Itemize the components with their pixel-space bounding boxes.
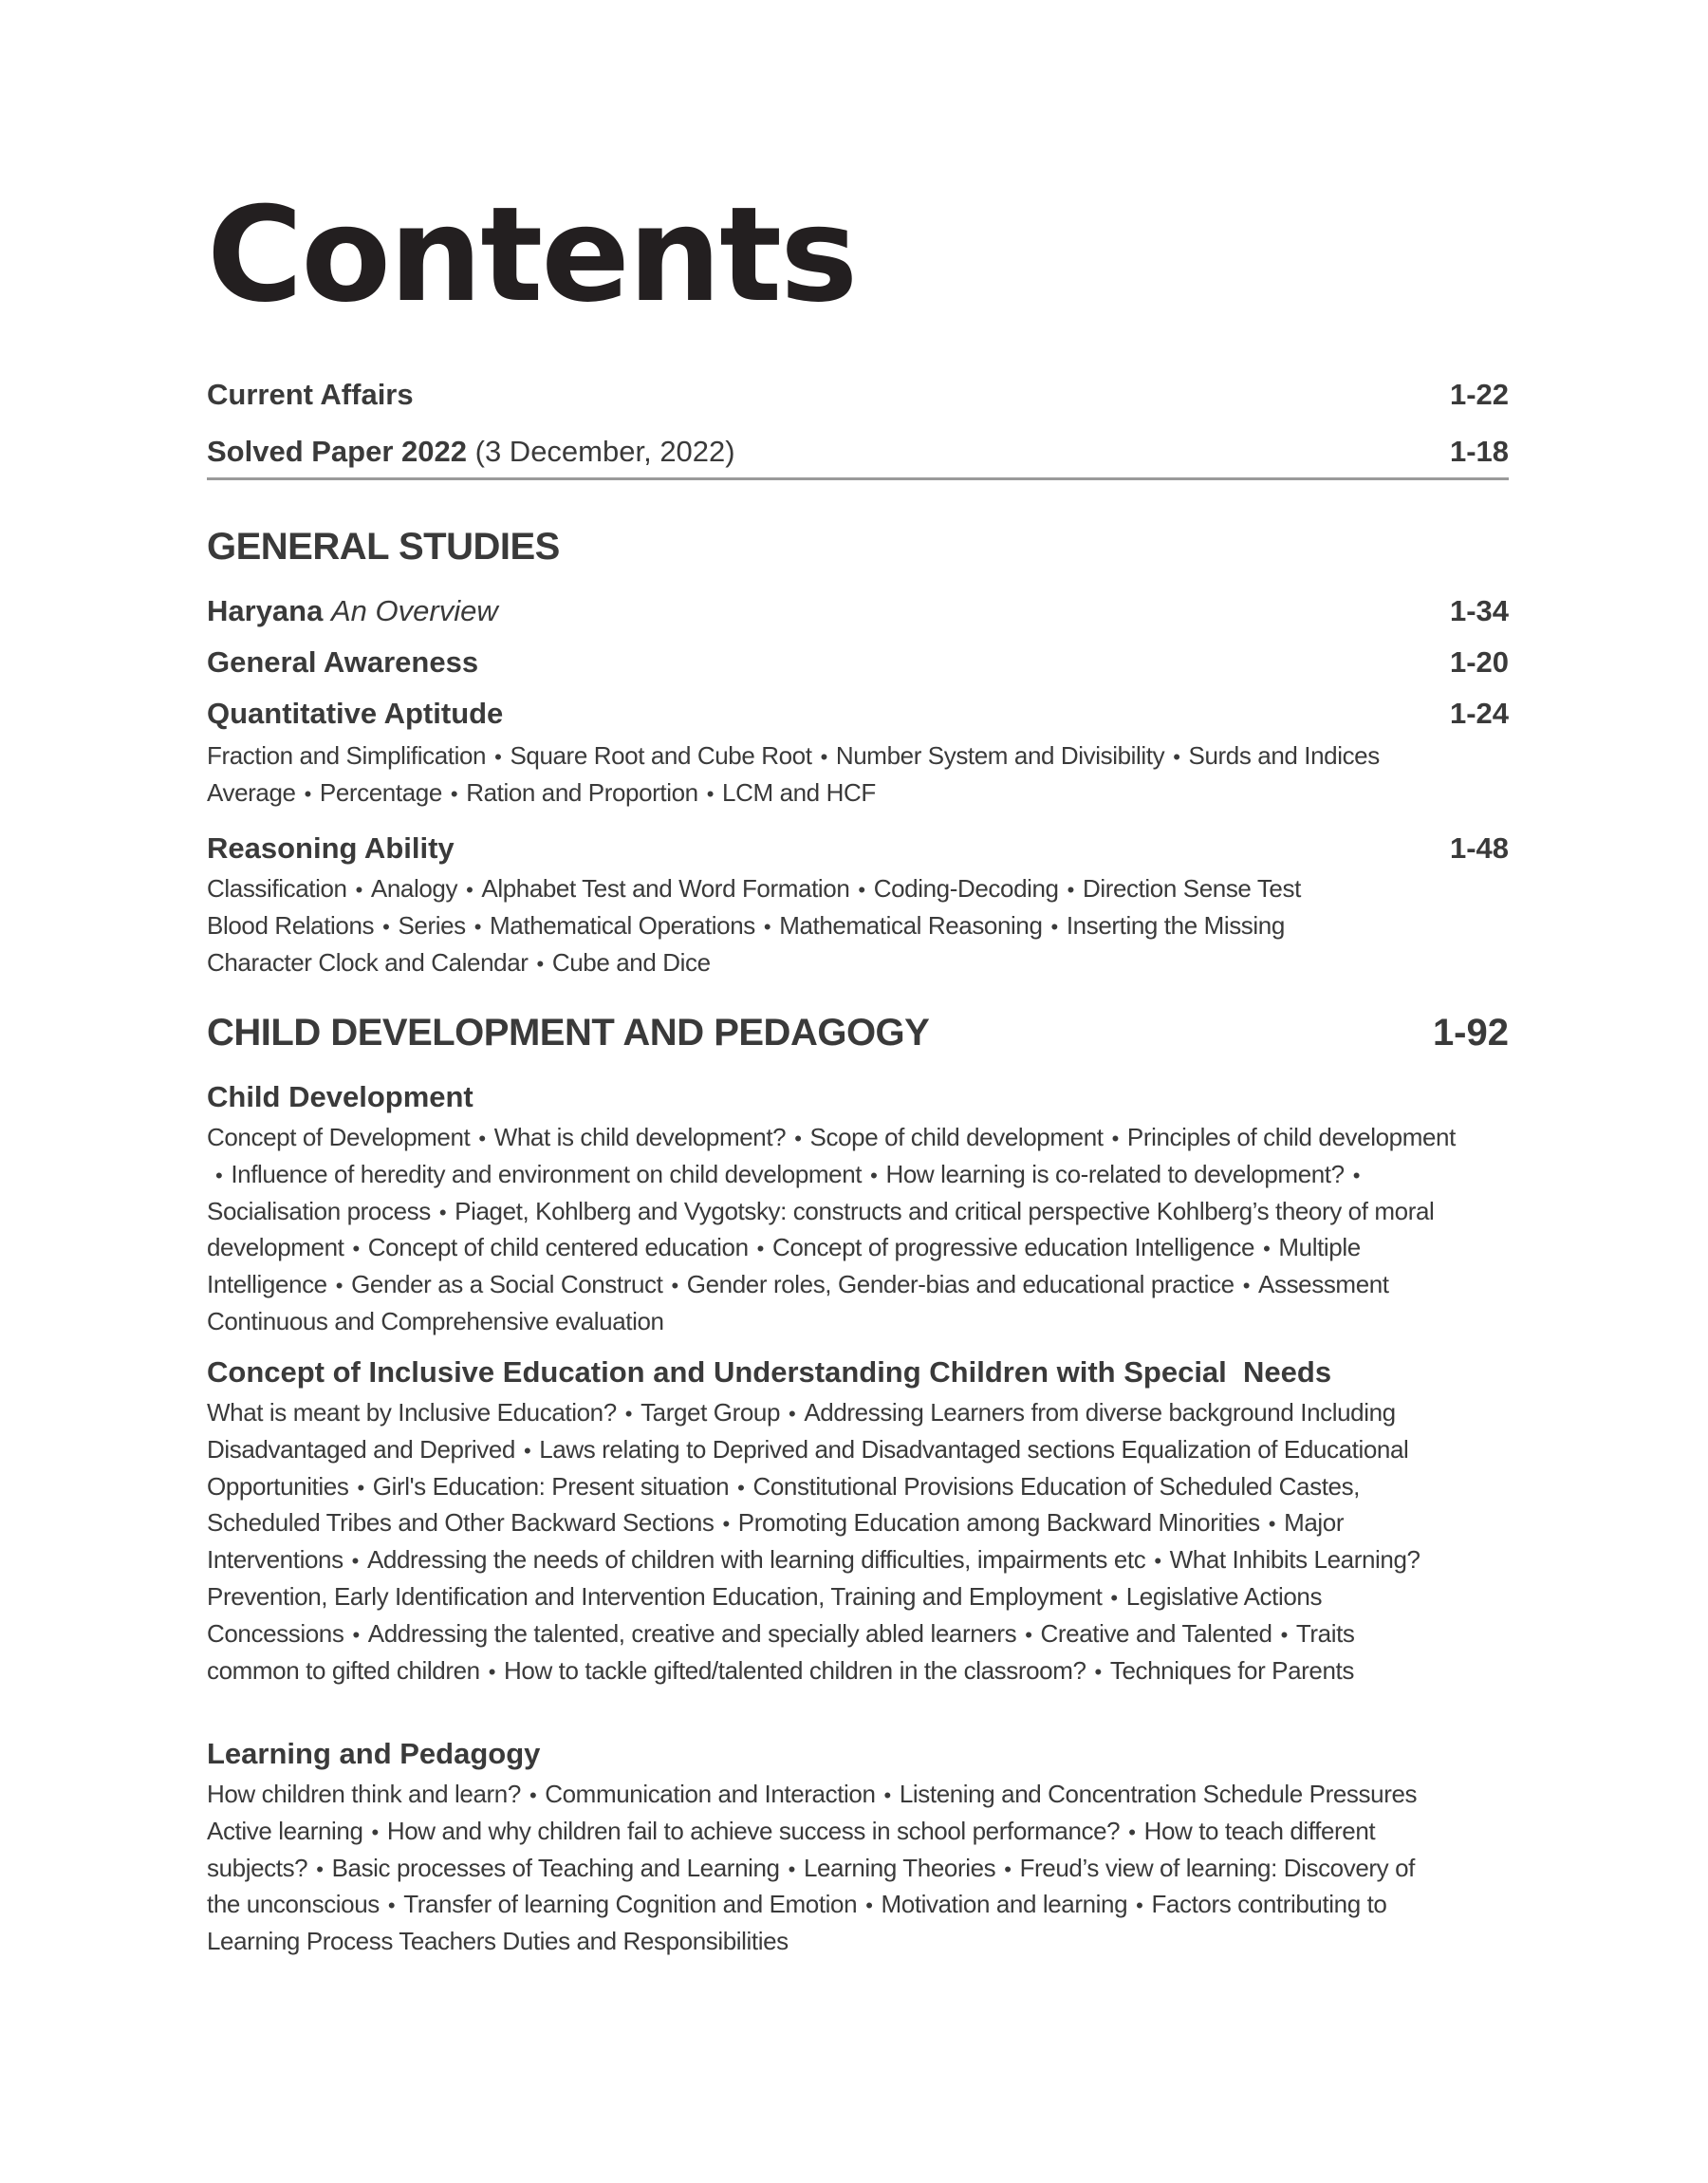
- entry-subtitle: An Overview: [330, 594, 498, 627]
- topic-item: Girl's Education: Present situation: [372, 1471, 730, 1501]
- topic-item: Piaget, Kohlberg and Vygotsky: constructs and critical perspective Kohlberg’s theory of moral development: [207, 1196, 1435, 1262]
- topic-item: Cube and Dice: [551, 947, 711, 977]
- topic-list: [207, 871, 1346, 981]
- bullet-separator: •: [355, 878, 362, 902]
- bullet-separator: •: [335, 1274, 343, 1298]
- topic-item: Ration and Proportion: [466, 777, 698, 807]
- page-range: 1-48: [1449, 831, 1509, 865]
- page-range: 1-34: [1449, 594, 1509, 627]
- bullet-separator: •: [789, 1402, 796, 1426]
- topic-item: Legislative Actions Concessions: [207, 1581, 1323, 1648]
- bullet-separator: •: [788, 1856, 795, 1881]
- bullet-separator: •: [820, 745, 827, 769]
- toc-entry-learning-pedagogy[interactable]: [207, 1737, 1509, 1771]
- bullet-separator: •: [371, 1819, 379, 1844]
- toc-entry-inclusive-education[interactable]: [207, 1355, 1509, 1390]
- topic-item: Motivation and learning: [881, 1890, 1128, 1919]
- page-title: Contents: [207, 178, 857, 331]
- entry-detail: (3 December, 2022): [474, 435, 735, 468]
- page-range: 1-20: [1449, 645, 1509, 679]
- bullet-separator: •: [1050, 914, 1058, 939]
- section-heading: CHILD DEVELOPMENT AND PEDAGOGY: [207, 1012, 930, 1054]
- bullet-separator: •: [494, 745, 502, 769]
- topic-item: Scope of child development: [809, 1123, 1104, 1151]
- bullet-separator: •: [1242, 1274, 1251, 1298]
- bullet-separator: •: [870, 1163, 878, 1187]
- topic-item: Transfer of learning Cognition and Emotion: [403, 1890, 858, 1919]
- bullet-separator: •: [706, 781, 715, 806]
- entry-title-main: Haryana: [207, 594, 324, 627]
- topic-item: Coding-Decoding: [873, 874, 1059, 903]
- bullet-separator: •: [1111, 1127, 1119, 1150]
- bullet-separator: •: [1094, 1659, 1102, 1684]
- topic-item: Concept of Development: [207, 1123, 471, 1151]
- toc-entry-reasoning-ability[interactable]: [207, 831, 1509, 866]
- bullet-separator: •: [756, 1237, 764, 1261]
- topic-item: Gender roles, Gender-bias and educational practice: [686, 1270, 1235, 1299]
- topic-item: Inserting the Missing Character Clock and Calendar: [207, 910, 1285, 977]
- entry-title: Current Affairs: [207, 378, 414, 411]
- topic-item: Creative and Talented: [1040, 1618, 1272, 1648]
- section-child-development-pedagogy[interactable]: [207, 1012, 1509, 1054]
- topic-item: LCM and HCF: [722, 777, 876, 807]
- topic-item: Major Interventions: [207, 1508, 1345, 1575]
- topic-item: Multiple Intelligence: [207, 1233, 1361, 1299]
- bullet-separator: •: [722, 1512, 730, 1537]
- topic-item: What is meant by Inclusive Education?: [207, 1398, 617, 1427]
- topic-item: Basic processes of Teaching and Learning: [331, 1853, 780, 1882]
- topic-item: Target Group: [640, 1398, 781, 1427]
- entry-title: Quantitative Aptitude: [207, 697, 504, 730]
- topic-item: Square Root and Cube Root: [510, 741, 812, 770]
- bullet-separator: •: [316, 1856, 324, 1881]
- topic-item: How to teach different subjects?: [207, 1816, 1376, 1882]
- topic-list: [207, 1777, 1440, 1959]
- bullet-separator: •: [351, 1549, 359, 1574]
- topic-item: Number System and Divisibility: [835, 741, 1165, 770]
- topic-item: Surds and Indices Average: [207, 741, 1380, 807]
- section-general-studies: [207, 526, 1509, 569]
- entry-title: [207, 435, 735, 469]
- bullet-separator: •: [478, 1127, 486, 1150]
- topic-item: Freud’s view of learning: Discovery of the unconscious: [207, 1853, 1415, 1919]
- topic-item: How and why children fail to achieve success in school performance?: [386, 1816, 1121, 1845]
- topic-item: What is child development?: [493, 1123, 787, 1151]
- toc-entry-haryana[interactable]: [207, 594, 1509, 628]
- bullet-separator: •: [671, 1274, 678, 1298]
- topic-item: Direction Sense Test Blood Relations: [207, 874, 1301, 940]
- bullet-separator: •: [352, 1622, 360, 1647]
- topic-list: [207, 738, 1383, 812]
- topic-item: Constitutional Provisions Education of Scheduled Castes, Scheduled Tribes and Other Backward Sections: [207, 1471, 1361, 1538]
- bullet-separator: •: [1268, 1512, 1276, 1537]
- bullet-separator: •: [1110, 1585, 1118, 1610]
- entry-title: [207, 594, 498, 628]
- topic-item: Assessment Continuous and Comprehensive evaluation: [207, 1270, 1389, 1335]
- topic-item: Classification: [207, 874, 347, 903]
- topic-item: Promoting Education among Backward Minorities: [737, 1508, 1260, 1538]
- bullet-separator: •: [1128, 1819, 1136, 1844]
- bullet-separator: •: [523, 1438, 531, 1463]
- toc-entry-quantitative-aptitude[interactable]: [207, 697, 1509, 731]
- entry-title: General Awareness: [207, 645, 479, 679]
- topic-item: Influence of heredity and environment on child development: [231, 1159, 863, 1188]
- bullet-separator: •: [883, 1783, 891, 1807]
- bullet-separator: •: [357, 1475, 364, 1500]
- bullet-separator: •: [382, 914, 390, 939]
- divider: [207, 477, 1509, 480]
- entry-title-main: Solved Paper 2022: [207, 435, 467, 468]
- toc-entry-current-affairs[interactable]: [207, 378, 1509, 412]
- toc-entry-general-awareness[interactable]: [207, 645, 1509, 680]
- bullet-separator: •: [438, 1200, 447, 1224]
- bullet-separator: •: [737, 1475, 745, 1500]
- topic-item: Listening and Concentration Schedule Pressures Active learning: [207, 1780, 1418, 1845]
- topic-item: How learning is co-related to development?: [885, 1159, 1345, 1188]
- topic-item: Laws relating to Deprived and Disadvantaged sections Equalization of Educational Opportunities: [207, 1434, 1409, 1501]
- topic-item: Gender as a Social Construct: [351, 1270, 663, 1299]
- topic-item: How to tackle gifted/talented children in the classroom?: [504, 1655, 1086, 1685]
- bullet-separator: •: [794, 1127, 802, 1150]
- bullet-separator: •: [215, 1163, 223, 1187]
- entry-title: Learning and Pedagogy: [207, 1737, 541, 1770]
- entry-title: Child Development: [207, 1080, 473, 1113]
- topic-item: Fraction and Simplification: [207, 741, 487, 770]
- topic-item: Mathematical Operations: [490, 910, 755, 940]
- topic-item: Communication and Interaction: [545, 1780, 876, 1808]
- bullet-separator: •: [536, 951, 544, 976]
- bullet-separator: •: [1004, 1856, 1012, 1881]
- bullet-separator: •: [473, 914, 482, 939]
- topic-list: [207, 1395, 1431, 1689]
- bullet-separator: •: [387, 1894, 396, 1918]
- topic-item: Addressing the needs of children with learning difficulties, impairments etc: [366, 1545, 1146, 1575]
- bullet-separator: •: [450, 781, 458, 806]
- topic-item: Series: [398, 910, 466, 940]
- topic-item: How children think and learn?: [207, 1780, 521, 1808]
- bullet-separator: •: [1280, 1622, 1288, 1647]
- page-range: 1-22: [1449, 378, 1509, 411]
- bullet-separator: •: [1263, 1237, 1271, 1261]
- topic-list: [207, 1120, 1478, 1339]
- topic-item: Principles of child development: [1126, 1123, 1456, 1151]
- topic-item: Percentage: [319, 777, 442, 807]
- topic-item: Addressing Learners from diverse background Including Disadvantaged and Deprived: [207, 1398, 1396, 1464]
- topic-item: Factors contributing to Learning Process Teachers Duties and Responsibilities: [207, 1890, 1387, 1956]
- bullet-separator: •: [1067, 878, 1074, 902]
- topic-item: What Inhibits Learning? Prevention, Early Identification and Intervention Education, Training and Employment: [207, 1545, 1420, 1611]
- toc-entry-solved-paper[interactable]: [207, 435, 1509, 469]
- bullet-separator: •: [858, 878, 865, 902]
- bullet-separator: •: [763, 914, 771, 939]
- page-range: 1-18: [1449, 435, 1509, 468]
- entry-title: Concept of Inclusive Education and Understanding Children with Special Needs: [207, 1355, 1332, 1389]
- bullet-separator: •: [624, 1402, 633, 1426]
- bullet-separator: •: [466, 878, 473, 902]
- bullet-separator: •: [488, 1659, 496, 1684]
- toc-entry-child-development[interactable]: [207, 1080, 1509, 1114]
- topic-item: Alphabet Test and Word Formation: [481, 874, 850, 903]
- section-heading: GENERAL STUDIES: [207, 526, 560, 568]
- topic-item: Mathematical Reasoning: [779, 910, 1043, 940]
- bullet-separator: •: [1352, 1163, 1361, 1187]
- bullet-separator: •: [529, 1783, 537, 1807]
- bullet-separator: •: [304, 781, 311, 806]
- bullet-separator: •: [865, 1894, 873, 1918]
- entry-title: Reasoning Ability: [207, 831, 455, 865]
- topic-item: Addressing the talented, creative and specially abled learners: [367, 1618, 1017, 1648]
- topic-item: Learning Theories: [803, 1853, 996, 1882]
- topic-item: Analogy: [370, 874, 458, 903]
- topic-item: Traits common to gifted children: [207, 1618, 1355, 1685]
- topic-item: Concept of child centered education: [367, 1233, 749, 1262]
- bullet-separator: •: [1136, 1894, 1143, 1918]
- bullet-separator: •: [352, 1237, 360, 1261]
- topic-item: Techniques for Parents: [1109, 1655, 1354, 1685]
- page-range: 1-92: [1432, 1012, 1509, 1054]
- bullet-separator: •: [1025, 1622, 1032, 1647]
- topic-item: Concept of progressive education Intelligence: [771, 1233, 1255, 1262]
- topic-item: Socialisation process: [207, 1196, 431, 1225]
- bullet-separator: •: [1173, 745, 1180, 769]
- page-range: 1-24: [1449, 697, 1509, 730]
- bullet-separator: •: [1154, 1549, 1161, 1574]
